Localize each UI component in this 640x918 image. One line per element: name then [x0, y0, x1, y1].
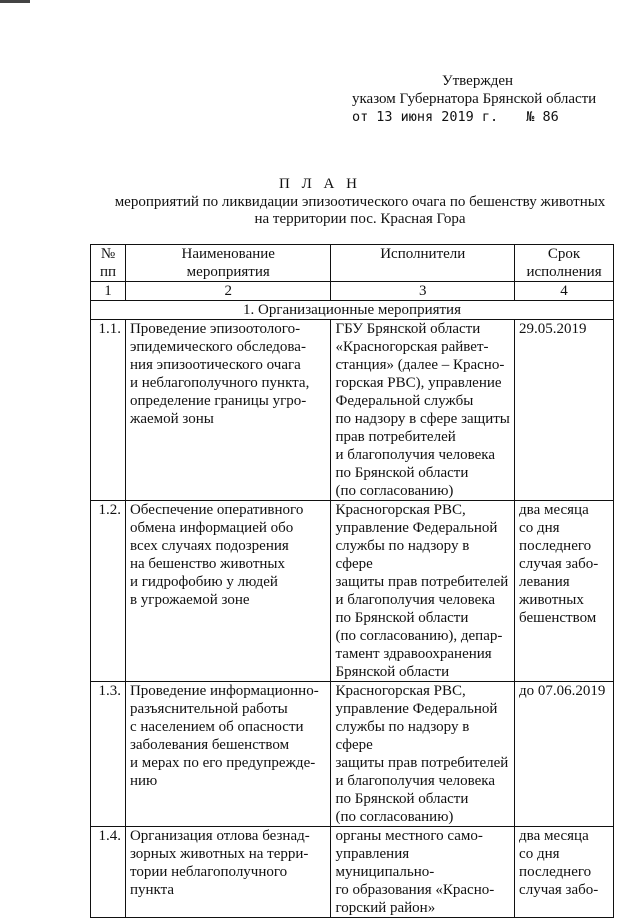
row-term: два месяца со дня последнего случая забо- левания животных бешенством — [515, 501, 614, 682]
row-executors: органы местного само- управления муниципально- го образования «Красно- горский район» — [331, 827, 515, 918]
row-number: 1.2. — [91, 501, 126, 682]
approval-line-1: Утвержден — [442, 73, 514, 89]
row-executors: Красногорская РВС, управление Федеральной службы по надзору в сфере защиты прав потребителей и благополучия человека по Брянской области (по согласованию) — [331, 682, 515, 827]
header-number: № пп — [91, 245, 126, 282]
approval-date: 13 июня 2019 г. — [376, 109, 499, 125]
row-executors: Красногорская РВС, управление Федеральной службы по надзору в сфере защиты прав потребителей и благополучия человека по Брянской области (по согласованию), депар- тамент здравоохранения Брянской области — [331, 501, 515, 682]
table-header-row — [91, 245, 614, 282]
table-row — [91, 320, 614, 501]
plan-title: П Л А Н — [279, 176, 361, 192]
numbering-cell: 4 — [515, 282, 614, 301]
approval-line-2: указом Губернатора Брянской области — [352, 91, 597, 107]
table-row — [91, 827, 614, 918]
row-activity: Обеспечение оперативного обмена информацией обо всех случаях подозрения на бешенство животных и гидрофобию у людей в угрожаемой зоне — [125, 501, 331, 682]
header-executors: Исполнители — [331, 245, 515, 282]
row-executors: ГБУ Брянской области «Красногорская райвет- станция» (далее – Красно- горская РВС), управление Федеральной службы по надзору в сфере защиты прав потребителей и благополучия человека по Брянской области (по согласованию) — [331, 320, 515, 501]
scan-corner-mark — [0, 0, 30, 3]
row-term: 29.05.2019 — [515, 320, 614, 501]
section-title: 1. Организационные мероприятия — [91, 301, 614, 320]
row-number: 1.3. — [91, 682, 126, 827]
plan-subtitle: мероприятий по ликвидации эпизоотического очага по бешенству животных на территории пос. Красная Гора — [114, 194, 606, 227]
approval-line-3 — [352, 108, 622, 126]
row-activity: Проведение эпизоотолого- эпидемического обследова- ния эпизоотического очага и неблагополучного пункта, определение границы угро- жаемой зоны — [125, 320, 331, 501]
header-term: Срок исполнения — [515, 245, 614, 282]
row-term: до 07.06.2019 — [515, 682, 614, 827]
row-activity: Проведение информационно- разъяснительной работы с населением об опасности заболевания бешенством и мерах по его предупрежде- нию — [125, 682, 331, 827]
section-row — [91, 301, 614, 320]
numbering-cell: 3 — [331, 282, 515, 301]
header-activity: Наименование мероприятия — [125, 245, 331, 282]
plan-table — [90, 244, 614, 918]
numbering-cell: 2 — [125, 282, 331, 301]
row-number: 1.1. — [91, 320, 126, 501]
table-row — [91, 682, 614, 827]
row-term: два месяца со дня последнего случая забо- — [515, 827, 614, 918]
approval-number: № 86 — [526, 109, 559, 125]
row-number: 1.4. — [91, 827, 126, 918]
row-activity: Организация отлова безнад- зорных животных на терри- тории неблагополучного пункта — [125, 827, 331, 918]
numbering-cell: 1 — [91, 282, 126, 301]
approval-prefix: от — [352, 109, 369, 125]
table-numbering-row — [91, 282, 614, 301]
table-row — [91, 501, 614, 682]
approval-block — [352, 72, 622, 126]
